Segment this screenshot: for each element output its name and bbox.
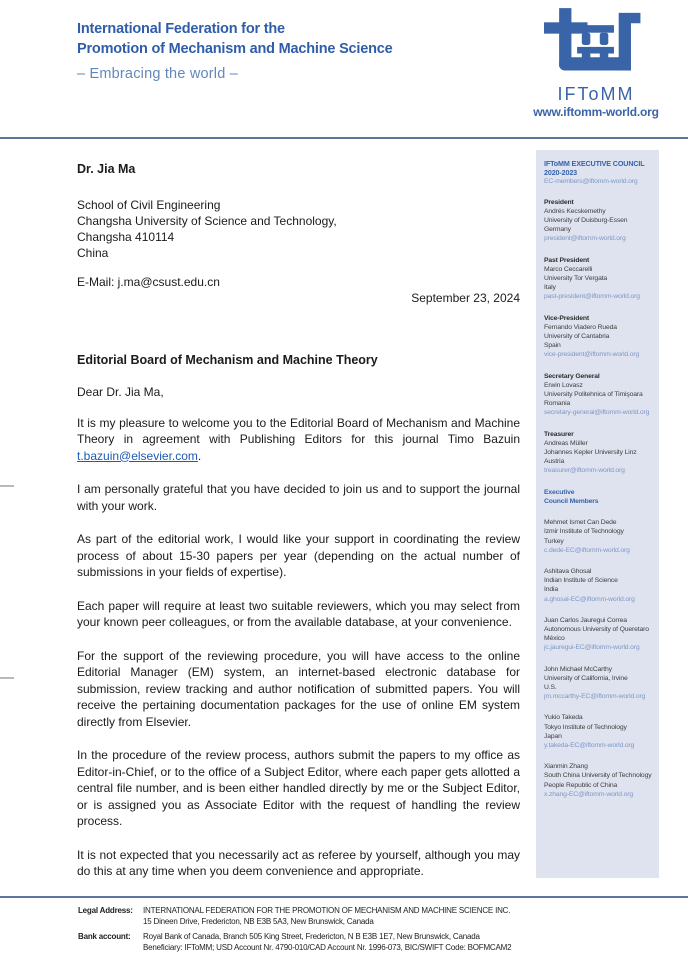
member-affiliation: Indian Institute of Science (544, 577, 618, 585)
council-officer (544, 256, 652, 302)
org-tagline: – Embracing the world – (77, 66, 238, 82)
member-name: Juan Carlos Jauregui Correa (544, 616, 627, 624)
officer-name: Marco Ceccarelli (544, 265, 593, 273)
officer-role: Past President (544, 256, 590, 264)
member-name: Ashitava Ghosal (544, 567, 592, 575)
members-heading-line2: Council Members (544, 497, 599, 505)
letter-footer (78, 906, 638, 958)
header-divider (0, 137, 688, 139)
officer-name: Andreas Müller (544, 439, 588, 447)
members-heading-line1: Executive (544, 488, 575, 496)
officer-email-link[interactable]: treasurer@iftomm-world.org (544, 467, 625, 475)
officer-affiliation: University Tor Vergata (544, 275, 608, 283)
officer-country: Spain (544, 342, 561, 350)
sidebar-title-line1: IFToMM EXECUTIVE COUNCIL (544, 159, 645, 168)
footer-divider (0, 896, 688, 898)
legal-address-label: Legal Address: (78, 906, 133, 915)
elsevier-contact-email-link[interactable]: t.bazuin@elsevier.com (77, 448, 198, 463)
member-country: México (544, 635, 565, 643)
officer-email-link[interactable]: vice-president@iftomm-world.org (544, 351, 640, 359)
officer-name: Andrés Kecskemethy (544, 207, 606, 215)
member-affiliation: Autonomous University of Queretaro (544, 625, 649, 633)
legal-address-value (135, 906, 510, 927)
officer-role: Secretary General (544, 372, 600, 380)
paragraph-text: . (197, 448, 202, 463)
legal-address-line2: 15 Dineen Drive, Fredericton, NB E3B 5A3, New Brunswick, Canada (143, 916, 374, 926)
letter-date: September 23, 2024 (411, 291, 520, 305)
paragraph: For the support of the reviewing procedure, you will have access to the online Editorial Manager (EM) system, an internet-based electronic database for submission, review tracking and author notification of submitted papers. You will receive the pertaining documentation packages for the use of online EM system directly from Elsevier. (77, 648, 520, 729)
member-name: John Michael McCarthy (544, 665, 612, 673)
paragraph: It is not expected that you necessarily act as referee by yourself, although you may do this at any time when you deem convenience and appropriate. (77, 847, 520, 878)
officer-country: Austria (544, 458, 565, 466)
recipient-email: E-Mail: j.ma@csust.edu.cn (77, 274, 220, 289)
member-affiliation: South China University of Technology (544, 772, 652, 780)
officer-email-link[interactable]: president@iftomm-world.org (544, 235, 626, 243)
member-name: Xianmin Zhang (544, 763, 588, 771)
iftomm-logo (532, 8, 660, 120)
member-name: Yukio Takeda (544, 714, 583, 722)
member-affiliation: Tokyo Institute of Technology (544, 723, 627, 731)
council-member (544, 518, 652, 555)
salutation: Dear Dr. Jia Ma, (77, 385, 164, 399)
legal-address-row (78, 906, 638, 927)
recipient-name: Dr. Jia Ma (77, 162, 136, 176)
officer-affiliation: University Politehnica of Timişoara (544, 391, 643, 399)
bank-account-line2: Beneficiary: IFToMM; USD Account Nr. 4790-010/CAD Account Nr. 1996-073, BIC/SWIFT Code: BOFMCAM2 (143, 942, 512, 952)
members-heading (544, 488, 652, 506)
org-title-line1: International Federation for the (77, 21, 285, 37)
recipient-address-line: School of Civil Engineering (77, 197, 221, 212)
council-member (544, 665, 652, 702)
officer-role: President (544, 198, 574, 206)
paragraph: I am personally grateful that you have decided to join us and to support the journal with your work. (77, 482, 520, 513)
paragraph: In the procedure of the review process, authors submit the papers to my office as Editor-in-Chief, or to the office of a Subject Editor, where each paper gets allotted a central file number, and is been either handled directly by me or the Subject Editor, or is assigned you as Associate Editor with the request of handling the review process. (77, 748, 520, 828)
recipient-address-line: Changsha 410114 (77, 229, 175, 244)
letter-subject: Editorial Board of Mechanism and Machine Theory (77, 352, 378, 367)
paragraph-text: It is my pleasure to welcome you to the Editorial Board of Mechanism and Machine Theory in agreement with Publishing Editors for this journal Timo Bazuin (77, 415, 520, 446)
bank-account-row (78, 932, 638, 953)
officer-country: Germany (544, 226, 571, 234)
recipient-address-line: Changsha University of Science and Technology, (77, 213, 337, 228)
officer-role: Vice-President (544, 314, 589, 322)
officer-role: Treasurer (544, 430, 574, 438)
paragraph: As part of the editorial work, I would like your support in coordinating the review process of about 15-30 papers per year (depending on the actual number of submissions in your fields of expertise). (77, 532, 520, 579)
recipient-address-line: China (77, 245, 109, 260)
officer-email-link[interactable]: past-president@iftomm-world.org (544, 293, 640, 301)
member-email-link[interactable]: jc.jauregui-EC@iftomm-world.org (544, 644, 640, 652)
member-country: Japan (544, 732, 562, 740)
iftomm-website-link[interactable]: www.iftomm-world.org (533, 105, 659, 119)
org-title (77, 19, 393, 59)
council-officer (544, 314, 652, 360)
officer-affiliation: University of Duisburg-Essen (544, 217, 628, 225)
council-member (544, 762, 652, 799)
bank-account-line1: Royal Bank of Canada, Branch 505 King Street, Fredericton, N B E3B 1E7, New Brunswick, Canada (143, 932, 480, 941)
officer-name: Erwin Lovasz (544, 381, 583, 389)
council-member (544, 567, 652, 604)
fold-mark (0, 677, 14, 679)
officer-email-link[interactable]: secretary-general@iftomm-world.org (544, 409, 650, 417)
member-email-link[interactable]: a.ghosal-EC@iftomm-world.org (544, 595, 635, 603)
officer-affiliation: Johannes Kepler University Linz (544, 449, 637, 457)
member-name: Mehmet Ismet Can Dede (544, 519, 617, 527)
letter-body (77, 161, 520, 897)
council-officer (544, 198, 652, 244)
council-member (544, 713, 652, 750)
council-officer (544, 372, 652, 418)
member-email-link[interactable]: c.dede-EC@iftomm-world.org (544, 546, 630, 554)
member-email-link[interactable]: jm.mccarthy-EC@iftomm-world.org (544, 693, 646, 701)
council-email-link[interactable]: EC-members@iftomm-world.org (544, 178, 638, 186)
iftomm-logo-icon (544, 8, 648, 82)
bank-account-value (135, 932, 511, 953)
fold-mark (0, 485, 14, 487)
member-email-link[interactable]: y.takeda-EC@iftomm-world.org (544, 741, 635, 749)
member-country: People Republic of China (544, 781, 618, 789)
sidebar-title-line2: 2020-2023 (544, 168, 578, 178)
paragraph (77, 415, 520, 465)
member-country: Turkey (544, 537, 564, 545)
council-member (544, 616, 652, 653)
iftomm-logo-wordmark: IFToMM (557, 84, 635, 104)
org-title-line2: Promotion of Mechanism and Machine Science (77, 41, 393, 57)
officer-name: Fernando Viadero Rueda (544, 323, 617, 331)
paragraph: Each paper will require at least two suitable reviewers, which you may select from your known peer colleagues, or from the available database, at your convenience. (77, 598, 520, 629)
legal-address-line1: INTERNATIONAL FEDERATION FOR THE PROMOTION OF MECHANISM AND MACHINE SCIENCE INC. (143, 906, 511, 915)
member-country: India (544, 586, 558, 594)
member-email-link[interactable]: x.zhang-EC@iftomm-world.org (544, 790, 633, 798)
member-affiliation: Izmir Institute of Technology (544, 528, 624, 536)
bank-account-label: Bank account: (78, 932, 131, 941)
council-officer (544, 430, 652, 476)
member-country: U.S. (544, 683, 557, 691)
officer-country: Italy (544, 284, 556, 292)
member-affiliation: University of California, Irvine (544, 674, 628, 682)
officer-affiliation: University of Cantabria (544, 333, 610, 341)
officer-country: Romania (544, 400, 571, 408)
executive-council-sidebar (536, 150, 659, 878)
